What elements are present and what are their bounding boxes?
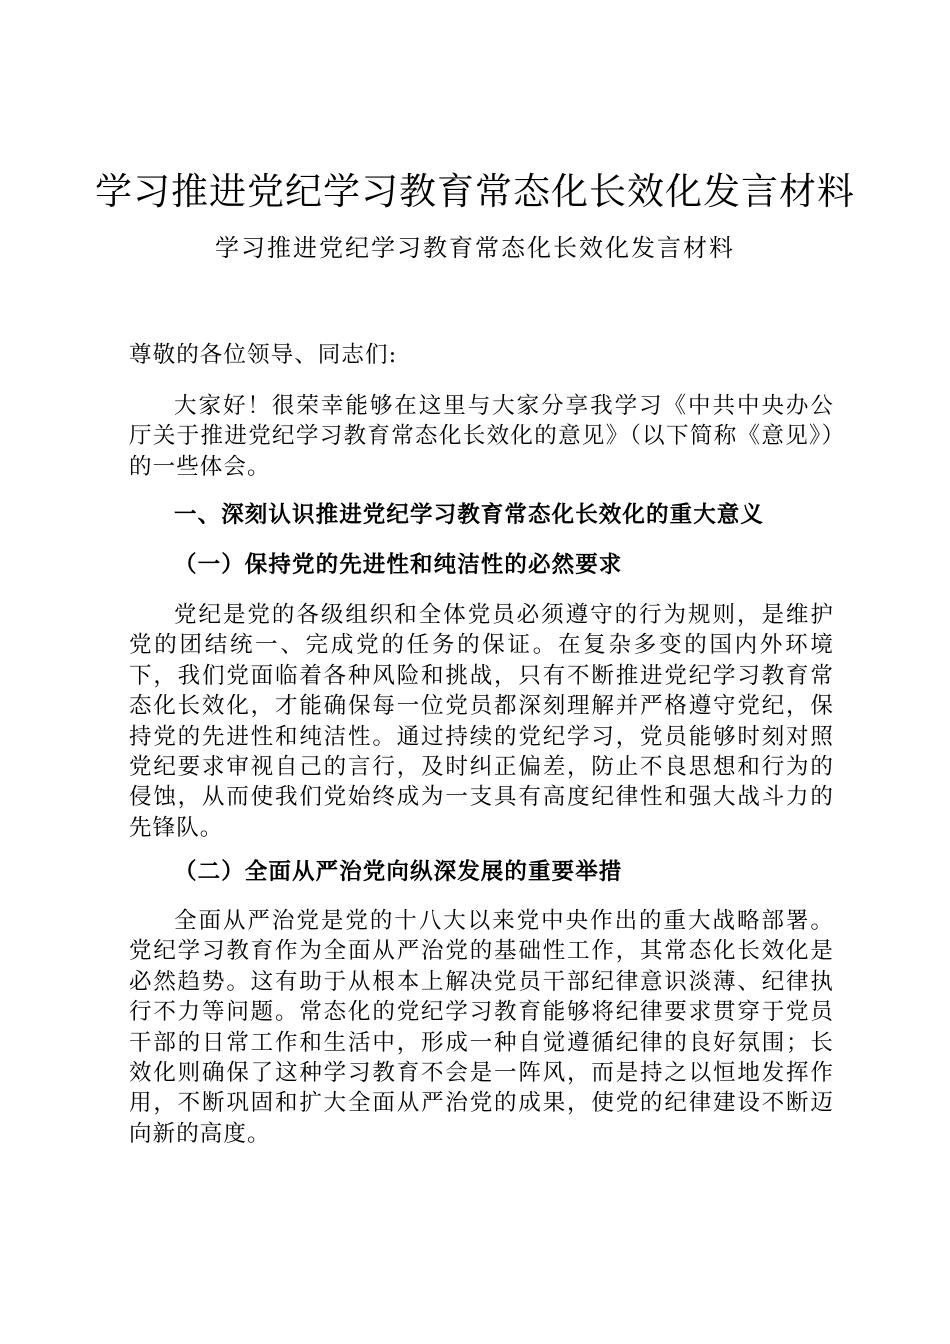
intro-paragraph: 大家好！很荣幸能够在这里与大家分享我学习《中共中央办公厅关于推进党纪学习教育常态化长效化的意见》（以下简称《意见》）的一些体会。 <box>129 393 834 480</box>
document-title: 学习推进党纪学习教育常态化长效化发言材料 <box>95 170 855 213</box>
subsection-heading-1: （一）保持党的先进性和纯洁性的必然要求 <box>174 552 623 578</box>
subsection-heading-2: （二）全面从严治党向纵深发展的重要举措 <box>174 859 623 885</box>
section-heading-1: 一、深刻认识推进党纪学习教育常态化长效化的重大意义 <box>174 502 765 528</box>
subsection-paragraph-1: 党纪是党的各级组织和全体党员必须遵守的行为规则，是维护党的团结统一、完成党的任务的保证。在复杂多变的国内外环境下，我们党面临着各种风险和挑战，只有不断推进党纪学习教育常态化长效化，才能确保每一位党员都深刻理解并严格遵守党纪，保持党的先进性和纯洁性。通过持续的党纪学习，党员能够时刻对照党纪要求审视自己的言行，及时纠正偏差，防止不良思想和行为的侵蚀，从而使我们党始终成为一支具有高度纪律性和强大战斗力的先锋队。 <box>129 602 834 841</box>
subsection-paragraph-2: 全面从严治党是党的十八大以来党中央作出的重大战略部署。党纪学习教育作为全面从严治党的基础性工作，其常态化长效化是必然趋势。这有助于从根本上解决党员干部纪律意识淡薄、纪律执行不力等问题。常态化的党纪学习教育能够将纪律要求贯穿于党员干部的日常工作和生活中，形成一种自觉遵循纪律的良好氛围；长效化则确保了这种学习教育不会是一阵风，而是持之以恒地发挥作用，不断巩固和扩大全面从严治党的成果，使党的纪律建设不断迈向新的高度。 <box>129 908 834 1147</box>
document-subtitle: 学习推进党纪学习教育常态化长效化发言材料 <box>215 234 735 262</box>
greeting: 尊敬的各位领导、同志们: <box>129 342 398 368</box>
